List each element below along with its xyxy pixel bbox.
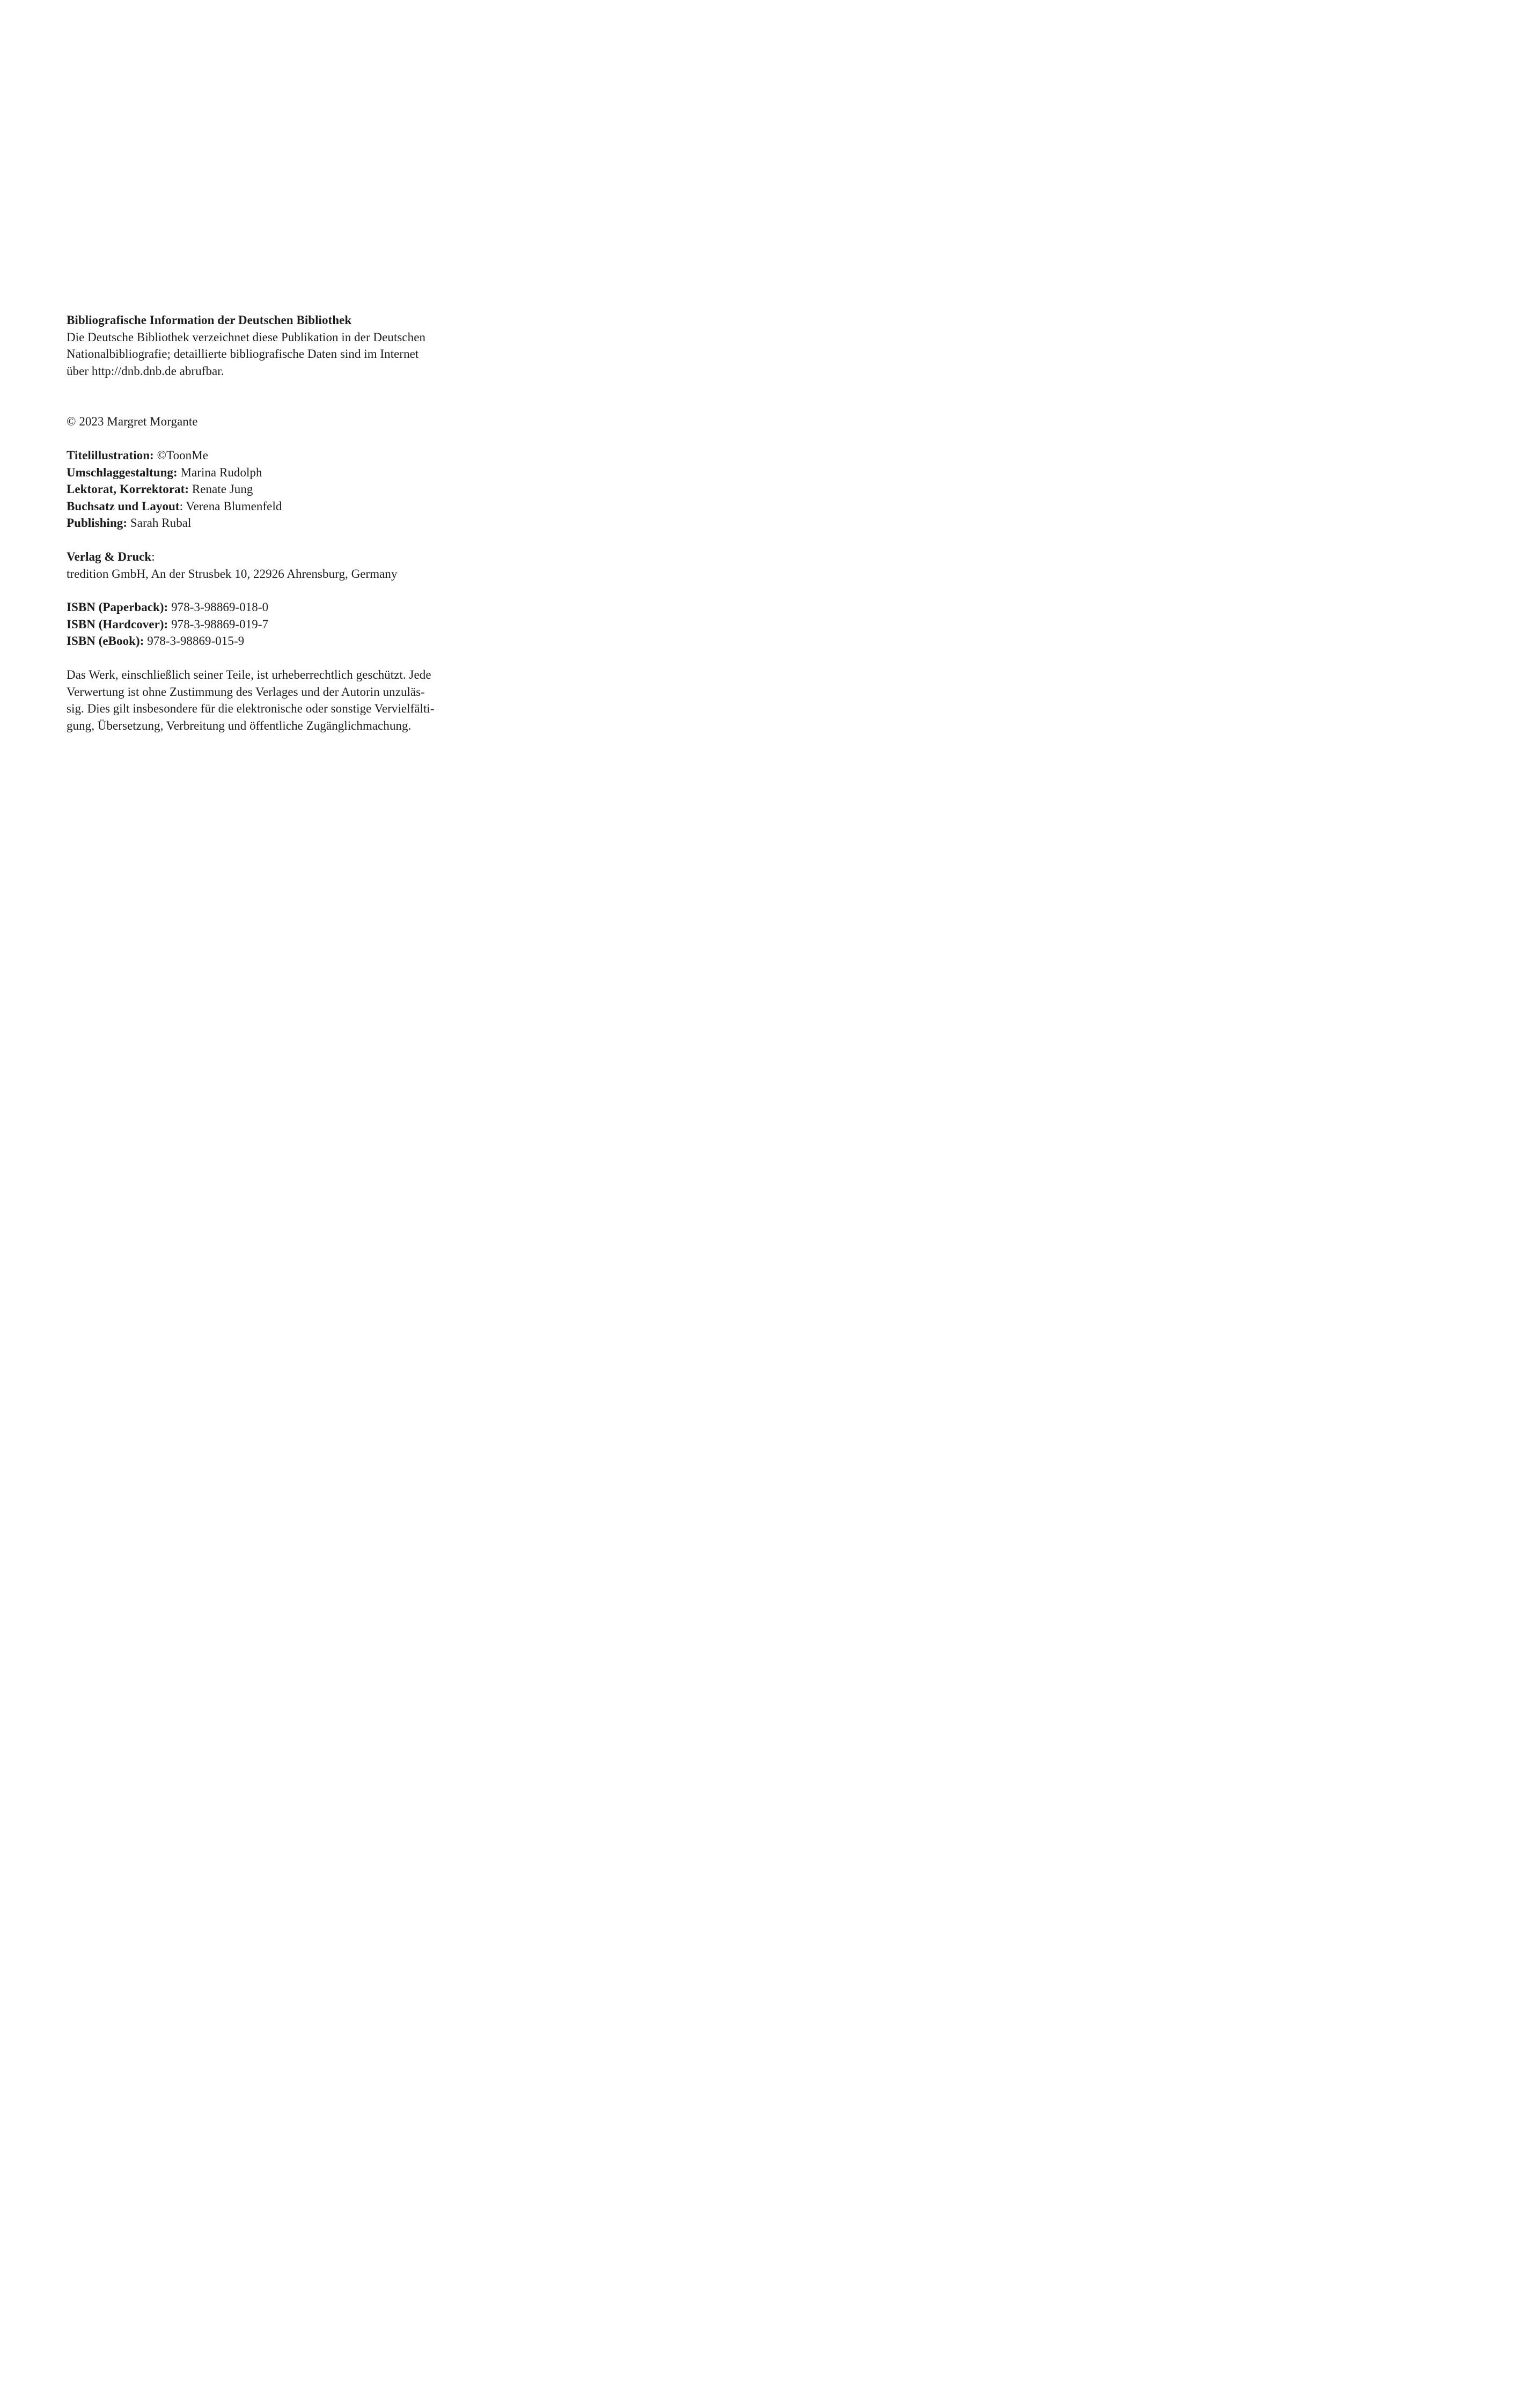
credit-line-typesetting <box>67 498 474 515</box>
publisher-heading-line <box>67 548 474 566</box>
legal-notice-section <box>67 666 474 734</box>
credit-line-illustration <box>67 447 474 464</box>
bibliographic-line: Die Deutsche Bibliothek verzeichnet diese Publikation in der Deutschen <box>67 330 426 344</box>
isbn-value: 978-3-98869-019-7 <box>168 617 269 631</box>
credit-line-cover-design <box>67 464 474 481</box>
legal-line: gung, Übersetzung, Verbreitung und öffentliche Zugänglichmachung. <box>67 718 412 732</box>
publisher-label-suffix: : <box>151 550 155 563</box>
legal-line: Das Werk, einschließlich seiner Teile, ist urheberrechtlich geschützt. Jede <box>67 668 431 681</box>
publisher-label: Verlag & Druck <box>67 550 152 563</box>
credit-line-publishing <box>67 515 474 532</box>
isbn-value: 978-3-98869-018-0 <box>168 600 269 614</box>
credit-label: Umschlaggestaltung: <box>67 465 178 479</box>
copyright-section <box>67 413 474 430</box>
bibliographic-line: Nationalbibliografie; detaillierte bibliografische Daten sind im Internet <box>67 347 419 361</box>
credit-label: Buchsatz und Layout <box>67 499 180 513</box>
credit-label: Titelillustration: <box>67 449 154 462</box>
legal-line: sig. Dies gilt insbesondere für die elektronische oder sonstige Vervielfälti- <box>67 702 435 715</box>
isbn-line-hardcover <box>67 616 474 633</box>
credit-value: Sarah Rubal <box>127 516 192 530</box>
credit-line-editing <box>67 481 474 498</box>
credits-section <box>67 447 474 532</box>
bibliographic-heading: Bibliografische Information der Deutschen Bibliothek <box>67 313 352 327</box>
publisher-section <box>67 548 474 582</box>
copyright-notice: © 2023 Margret Morgante <box>67 415 198 428</box>
credit-label: Publishing: <box>67 516 128 530</box>
credit-label: Lektorat, Korrektorat: <box>67 482 189 496</box>
publisher-address: tredition GmbH, An der Strusbek 10, 22926 Ahrensburg, Germany <box>67 567 398 581</box>
imprint-page <box>0 0 532 842</box>
credit-value: : Verena Blumenfeld <box>179 499 282 513</box>
isbn-label: ISBN (eBook): <box>67 634 144 648</box>
isbn-line-paperback <box>67 599 474 616</box>
credit-value: Marina Rudolph <box>177 465 262 479</box>
bibliographic-info-section <box>67 312 474 379</box>
bibliographic-line: über http://dnb.dnb.de abrufbar. <box>67 364 224 378</box>
isbn-label: ISBN (Paperback): <box>67 600 168 614</box>
credit-value: ©ToonMe <box>153 449 208 462</box>
isbn-line-ebook <box>67 633 474 650</box>
isbn-label: ISBN (Hardcover): <box>67 617 168 631</box>
isbn-section <box>67 599 474 650</box>
legal-line: Verwertung ist ohne Zustimmung des Verlages und der Autorin unzuläs- <box>67 685 425 699</box>
credit-value: Renate Jung <box>189 482 253 496</box>
isbn-value: 978-3-98869-015-9 <box>144 634 245 648</box>
